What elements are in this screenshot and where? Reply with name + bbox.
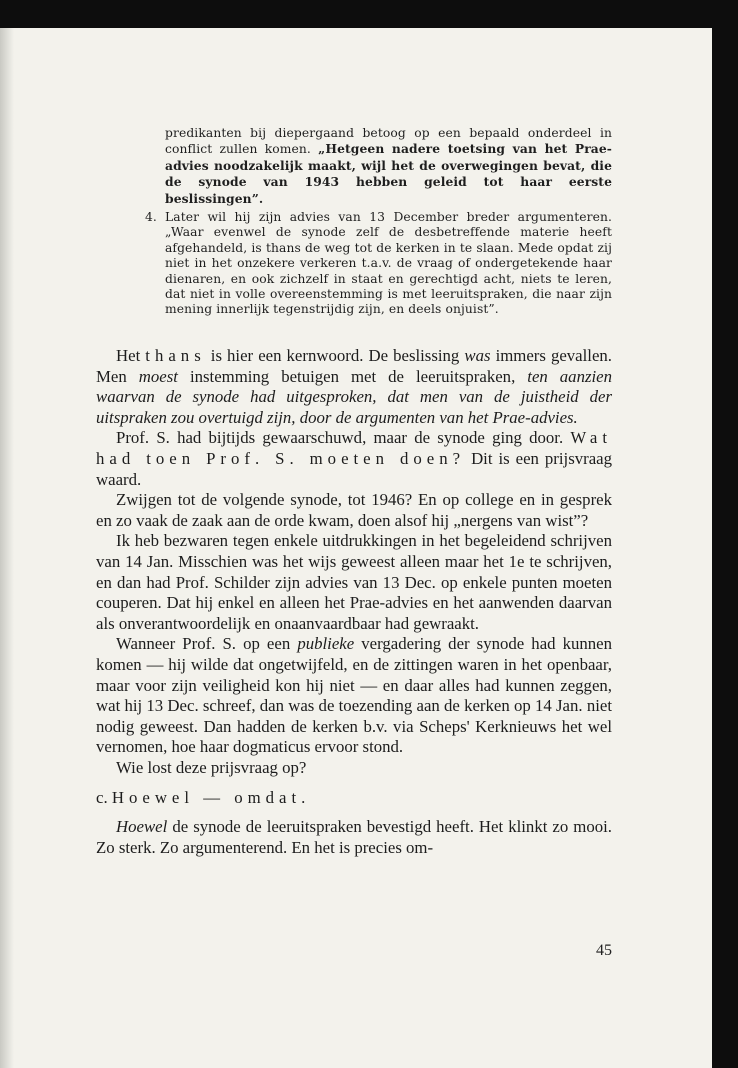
p1-text-d: instemming betuigen met de leeruitspraken, (189, 366, 516, 386)
paragraph-3: Zwijgen tot de volgende synode, tot 1946? En op college en in gesprek en zo vaak de zaak aan de orde kwam, doen alsof hij „nergens van wist”? (96, 490, 612, 530)
p1-spaced-word: thans (145, 346, 206, 365)
quote-intro-text: predikanten bij diepergaand betoog op een bepaald onderdeel in conflict zullen komen. (165, 126, 612, 157)
paragraph-4: Ik heb bezwaren tegen enkele uitdrukkingen in het begeleidend schrijven van 14 Jan. Misschien was het wijs geweest alleen maar het 1e te schrijven, en dan had Prof. Schilder zijn advies van 13 Dec. op enkele punten moeten couperen. Dat hij enkel en alleen het Prae-advies en het aanwenden daarvan als onverantwoordelijk en onaanvaardbaar had gewraakt. (96, 531, 612, 633)
section-title: Hoewel — omdat. (111, 788, 311, 808)
p7-text: de synode de leeruitspraken bevestigd heeft. Het klinkt zo mooi. Zo sterk. Zo argumenterend. En het is precies om- (96, 817, 613, 857)
quote-item-4 (145, 210, 612, 318)
gutter-shadow (0, 28, 14, 1068)
section-heading (96, 788, 612, 809)
item-number: 4. (145, 210, 157, 225)
quote-intro-bold: „Hetgeen nadere toetsing van het Prae-advies noodzakelijk maakt, wijl het de overwegingen bevat, die de synode van 1943 hebben geleid tot haar eerste beslissingen”. (165, 141, 613, 206)
p1-italic-moest: moest (138, 366, 178, 386)
p5-text-a: Wanneer Prof. S. op een (116, 634, 291, 654)
p1-text-b: is hier een kernwoord. De beslissing (210, 346, 460, 365)
quoted-block (145, 126, 613, 318)
p1-text-c: immers gevallen. Men (96, 346, 612, 386)
p5-italic-publieke: publieke (297, 634, 355, 654)
p7-italic-hoewel: Hoewel (116, 817, 168, 837)
paragraph-7 (96, 817, 612, 858)
p1-italic-phrase: ten aanzien waarvan de synode had uitgesproken, dat men van de juistheid der uitspraken zou overtuigd zijn, door de argumenten van het Prae-advies. (96, 366, 612, 427)
book-page (0, 28, 712, 1068)
page-number: 45 (596, 942, 612, 959)
p2-text-b: Dit is een prijsvraag waard. (96, 448, 613, 489)
body-text (96, 346, 612, 858)
p1-italic-was: was (464, 346, 491, 365)
paragraph-2 (96, 428, 612, 490)
p5-text-b: vergadering der synode had kunnen komen — hij wilde dat ongetwijfeld, en de zittingen waren in het openbaar, maar voor zijn veiligheid kon hij niet — en daar alles had kunnen zeggen, wat hij 13 Dec. schreef, dan was de toezending aan de kerken op 14 Jan. niet nodig geweest. Dan hadden de kerken b.v. via Scheps' Kerknieuws het wel vernomen, hoe haar dogmaticus ervoor stond. (96, 634, 613, 757)
section-letter: c. (96, 788, 108, 808)
item-text: Later wil hij zijn advies van 13 December breder argumenteren. „Waar evenwel de synode zelf de desbetreffende materie heeft afgehandeld, is thans de weg tot de kerken in te slaan. Mede opdat zij niet in het onzekere verkeren t.a.v. de vraag of ondergetekende haar dienaren, en ook zichzelf in staat en gerechtigd acht, niets te leren, dat niet in volle overeenstemming is met leeruitspraken, die naar zijn mening innerlijk tegenstrijdig zijn, en deels onjuist”. (165, 210, 612, 317)
scan-top-border (0, 0, 738, 28)
p1-text-a: Het (116, 346, 141, 365)
quote-intro-paragraph (165, 126, 612, 207)
paragraph-1 (96, 346, 612, 428)
p2-spaced-question: Wat had toen Prof. S. moeten doen? (96, 428, 612, 468)
paragraph-5 (96, 634, 612, 758)
p2-text-a: Prof. S. had bijtijds gewaarschuwd, maar de synode ging door. (116, 428, 564, 448)
paragraph-6: Wie lost deze prijsvraag op? (116, 757, 307, 777)
scan-right-border (712, 0, 738, 1068)
